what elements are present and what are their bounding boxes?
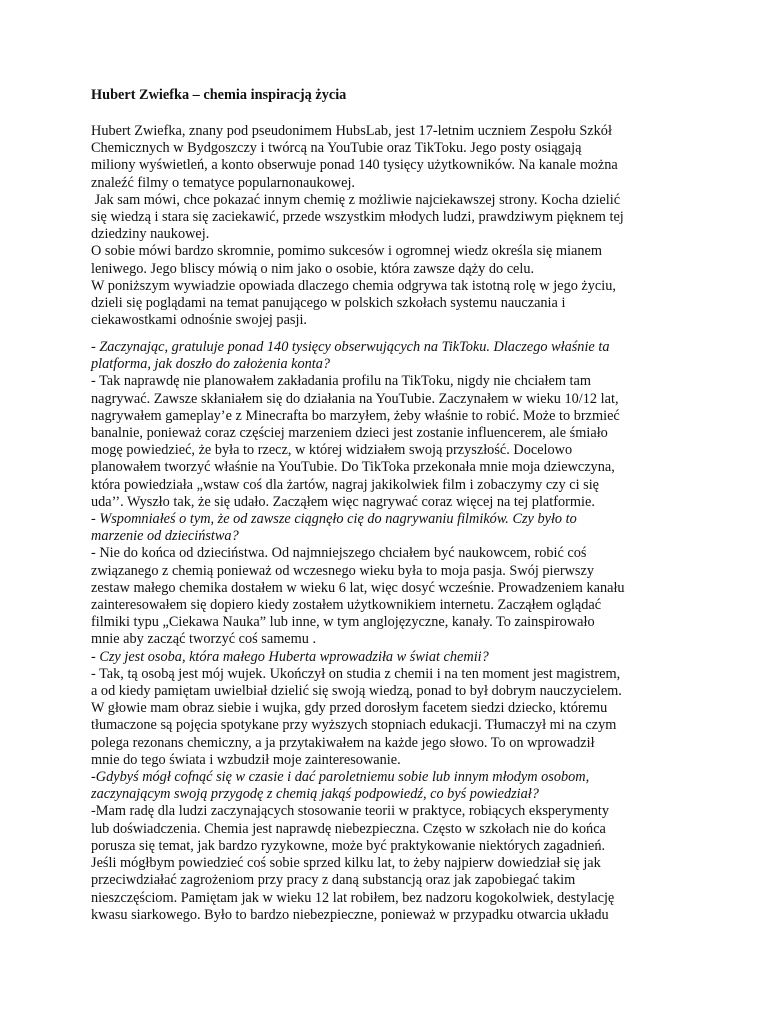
answer-line: kwasu siarkowego. Było to bardzo niebezpieczne, ponieważ w przypadku otwarcia układu bbox=[91, 906, 609, 923]
question-line: - Zaczynając, gratuluje ponad 140 tysięcy obserwujących na TikToku. Dlaczego właśnie ta bbox=[91, 339, 610, 355]
answer-line: lub doświadczenia. Chemia jest naprawdę niebezpieczna. Często w szkołach nie do końca bbox=[91, 820, 606, 837]
answer-line: - Tak naprawdę nie planowałem zakładania profilu na TikToku, nigdy nie chciałem tam bbox=[91, 373, 591, 390]
intro-line: Hubert Zwiefka, znany pod pseudonimem HubsLab, jest 17-letnim uczniem Zespołu Szkół bbox=[91, 123, 612, 139]
answer-line: nagrywać. Zawsze skłaniałem się do działania na YouTubie. Zaczynałem w wieku 10/12 lat, bbox=[91, 390, 619, 407]
answer-line: planowałem tworzyć właśnie na YouTubie. Do TikToka przekonała mnie moja dziewczyna, bbox=[91, 459, 615, 476]
answer-line: zainteresowałem się dopiero kiedy zostałem użytkownikiem internetu. Zacząłem oglądać bbox=[91, 597, 602, 614]
question-line: - Wspomniałeś o tym, że od zawsze ciągnęło cię do nagrywaniu filmików. Czy było to bbox=[91, 511, 577, 528]
intro-line: dzieli się poglądami na temat panującego w polskich szkołach systemu nauczania i bbox=[91, 295, 566, 312]
article-title: Hubert Zwiefka – chemia inspiracją życia bbox=[91, 87, 347, 103]
answer-line: mogę powiedzieć, że była to rzecz, w której widziałem swoją przyszłość. Docelowo bbox=[91, 442, 573, 459]
answer-line: a od kiedy pamiętam uwielbiał dzielić się swoją wiedzą, ponad to był dobrym nauczycielem. bbox=[91, 683, 622, 700]
interview-section bbox=[91, 339, 691, 924]
intro-line: dziedziny naukowej. bbox=[91, 226, 210, 243]
answer-line: która powiedziała „wstaw coś dla żartów, nagraj jakikolwiek film i zobaczymy czy ci się bbox=[91, 476, 600, 493]
answer-line: mnie do tego świata i wzbudził moje zainteresowanie. bbox=[91, 751, 401, 768]
intro-line: O sobie mówi bardzo skromnie, pomimo sukcesów i ogromnej wiedz określa się mianem bbox=[91, 243, 603, 260]
question-line: platforma, jak doszło do założenia konta? bbox=[91, 356, 331, 373]
answer-line: nieszczęściom. Pamiętam jak w wieku 12 lat robiłem, bez nadzoru kogokolwiek, destylację bbox=[91, 889, 615, 906]
intro-line: W poniższym wywiadzie opowiada dlaczego chemia odgrywa tak istotną rolę w jego życiu, bbox=[91, 277, 616, 294]
answer-line: - Tak, tą osobą jest mój wujek. Ukończył on studia z chemii i na ten moment jest magistrem, bbox=[91, 665, 621, 682]
intro-line: znaleźć filmy o tematyce popularnonaukowej. bbox=[91, 174, 355, 191]
answer-line: W głowie mam obraz siebie i wujka, gdy przed dorosłym facetem siedzi dziecko, któremu bbox=[91, 700, 608, 717]
intro-line: leniwego. Jego bliscy mówią o nim jako o osobie, która zawsze dąży do celu. bbox=[91, 260, 535, 277]
question-line: - Czy jest osoba, która małego Huberta wprowadziła w świat chemii? bbox=[91, 648, 489, 665]
intro-line: miliony wyświetleń, a konto obserwuje ponad 140 tysięcy użytkowników. Na kanale można bbox=[91, 157, 618, 174]
answer-line: banalnie, ponieważ coraz częściej marzeniem dzieci jest zostanie influencerem, ale śmiało bbox=[91, 425, 608, 442]
answer-line: tłumaczone są pojęcia spotykane przy wyższych stopniach edukacji. Tłumaczył mi na czym bbox=[91, 717, 617, 734]
intro-line: się wiedzą i stara się zaciekawić, przede wszystkim młodych ludzi, prawdziwym pięknem tej bbox=[91, 209, 624, 226]
intro-line: ciekawostkami odnośnie swojej pasji. bbox=[91, 312, 308, 329]
answer-line: przeciwdziałać zagrożeniom przy pracy z daną substancją oraz jak zapobiegać takim bbox=[91, 872, 576, 889]
question-line: zaczynającym swoją przygodę z chemią jakąś podpowiedź, co byś powiedział? bbox=[91, 786, 539, 803]
answer-line: Jeśli mógłbym powiedzieć coś sobie sprzed kilku lat, to żeby najpierw dowiedział się jak bbox=[91, 855, 601, 872]
intro-line: Chemicznych w Bydgoszczy i twórcą na YouTubie oraz TikToku. Jego posty osiągają bbox=[91, 140, 582, 157]
answer-line: polega rezonans chemiczny, a ja przytakiwałem na każde jego słowo. To on wprowadził bbox=[91, 734, 595, 751]
question-line: -Gdybyś mógł cofnąć się w czasie i dać paroletniemu sobie lub innym młodym osobom, bbox=[91, 769, 590, 786]
answer-line: mnie aby zacząć tworzyć coś samemu . bbox=[91, 631, 317, 648]
answer-line: - Nie do końca od dzieciństwa. Od najmniejszego chciałem być naukowcem, robić coś bbox=[91, 545, 587, 562]
intro-section bbox=[91, 123, 691, 329]
answer-line: nagrywałem gameplay’e z Minecrafta bo marzyłem, żeby właśnie to robić. Może to brzmieć bbox=[91, 407, 620, 424]
answer-line: uda’’. Wyszło tak, że się udało. Zacząłem więc nagrywać coraz więcej na tej platformie. bbox=[91, 493, 595, 510]
answer-line: związanego z chemią ponieważ od wczesnego wieku była to moja pasja. Swój pierwszy bbox=[91, 562, 594, 579]
question-line: marzenie od dzieciństwa? bbox=[91, 528, 239, 545]
intro-line: Jak sam mówi, chce pokazać innym chemię z możliwie najciekawszej strony. Kocha dzielić bbox=[91, 191, 621, 208]
answer-line: zestaw małego chemika dostałem w wieku 6 lat, więc dosyć wcześnie. Prowadzeniem kanału bbox=[91, 579, 625, 596]
answer-line: porusza się temat, jak bardzo ryzykowne, może być praktykowanie niektórych zagadnień. bbox=[91, 837, 606, 854]
answer-line: filmiki typu „Ciekawa Nauka” lub inne, w tym anglojęzyczne, kanały. To zainspirowało bbox=[91, 614, 595, 631]
answer-line: -Mam radę dla ludzi zaczynających stosowanie teorii w praktyce, robiących eksperymenty bbox=[91, 803, 610, 820]
